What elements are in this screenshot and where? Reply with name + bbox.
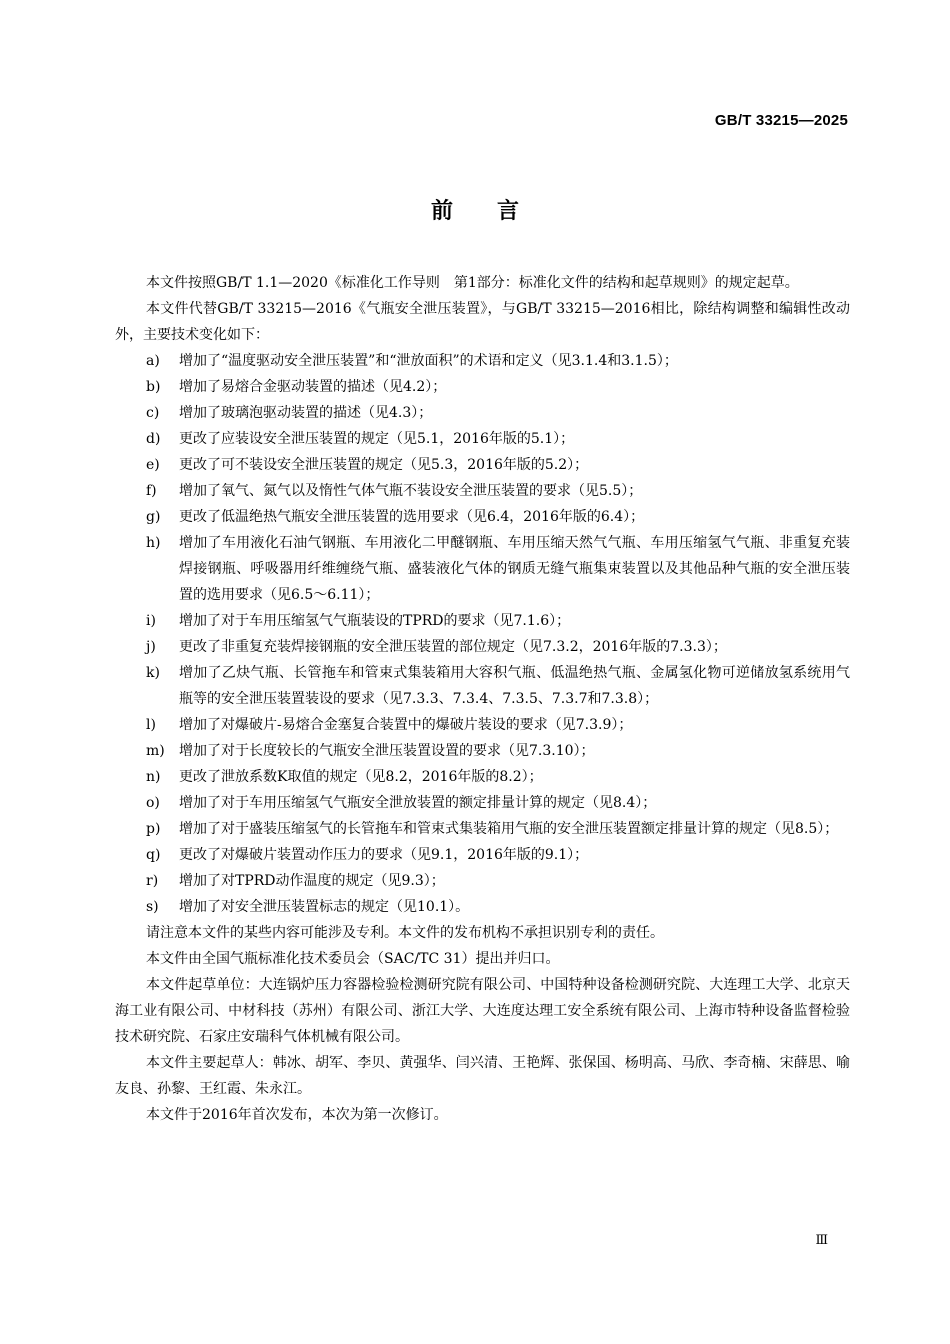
list-marker: h): [146, 535, 161, 551]
list-marker: p): [146, 821, 161, 837]
list-item-text: 更改了可不装设安全泄压装置的规定（见5.3，2016年版的5.2）；: [179, 457, 589, 473]
list-marker: c): [146, 405, 160, 421]
list-item-text: 增加了对爆破片-易熔合金塞复合装置中的爆破片装设的要求（见7.3.9）；: [179, 717, 633, 733]
document-body: [115, 270, 850, 1128]
list-marker: m): [146, 743, 165, 759]
list-marker: j): [146, 639, 156, 655]
list-item: [115, 790, 850, 816]
list-marker: o): [146, 795, 160, 811]
list-item-text: 增加了对TPRD动作温度的规定（见9.3）；: [179, 873, 445, 889]
list-item: [115, 426, 850, 452]
list-item: [115, 660, 850, 712]
body-paragraph: 本文件起草单位：大连锅炉压力容器检验检测研究院有限公司、中国特种设备检测研究院、大连理工大学、北京天海工业有限公司、中材科技（苏州）有限公司、浙江大学、大连度达理工安全系统有限公司、上海市特种设备监督检验技术研究院、石家庄安瑞科气体机械有限公司。: [115, 977, 850, 1045]
body-paragraph: 本文件主要起草人：韩冰、胡军、李贝、黄强华、闫兴清、王艳辉、张保国、杨明高、马欣、李奇楠、宋薛思、喻友良、孙黎、王红霞、朱永江。: [115, 1055, 850, 1097]
list-item-text: 增加了氧气、氮气以及惰性气体气瓶不装设安全泄压装置的要求（见5.5）；: [179, 483, 643, 499]
list-item: [115, 608, 850, 634]
list-item: [115, 842, 850, 868]
list-marker: a): [146, 353, 160, 369]
list-item-text: 增加了“温度驱动安全泄压装置”和“泄放面积”的术语和定义（见3.1.4和3.1.5）；: [179, 353, 678, 369]
list-item: [115, 816, 850, 842]
list-item-text: 增加了对于盛装压缩氢气的长管拖车和管束式集装箱用气瓶的安全泄压装置额定排量计算的规定（见8.5）；: [179, 821, 839, 837]
list-marker: n): [146, 769, 161, 785]
body-paragraph: 本文件代替GB/T 33215—2016《气瓶安全泄压装置》，与GB/T 33215—2016相比，除结构调整和编辑性改动外，主要技术变化如下：: [115, 301, 850, 343]
list-item-text: 更改了低温绝热气瓶安全泄压装置的选用要求（见6.4，2016年版的6.4）；: [179, 509, 645, 525]
list-item: [115, 374, 850, 400]
list-item: [115, 478, 850, 504]
list-marker: r): [146, 873, 159, 889]
body-paragraph: 本文件由全国气瓶标准化技术委员会（SAC/TC 31）提出并归口。: [146, 951, 560, 967]
page-number: Ⅲ: [815, 1233, 828, 1248]
body-paragraph: 本文件按照GB/T 1.1—2020《标准化工作导则 第1部分：标准化文件的结构和起草规则》的规定起草。: [146, 275, 799, 291]
changes-list: [115, 348, 850, 920]
list-item: [115, 504, 850, 530]
list-item-text: 增加了对于车用压缩氢气气瓶安全泄放装置的额定排量计算的规定（见8.4）；: [179, 795, 657, 811]
list-item-text: 增加了易熔合金驱动装置的描述（见4.2）；: [179, 379, 447, 395]
list-marker: i): [146, 613, 156, 629]
body-paragraph: 请注意本文件的某些内容可能涉及专利。本文件的发布机构不承担识别专利的责任。: [146, 925, 664, 941]
page-title: 前言: [430, 199, 563, 224]
list-item-text: 增加了对安全泄压装置标志的规定（见10.1）。: [179, 899, 470, 915]
list-item-text: 增加了车用液化石油气钢瓶、车用液化二甲醚钢瓶、车用压缩天然气气瓶、车用压缩氢气气瓶、非重复充装焊接钢瓶、呼吸器用纤维缠绕气瓶、盛装液化气体的钢质无缝气瓶集束装置以及其他品种气瓶的安全泄压装置的选用要求（见6.5～6.11）；: [179, 535, 850, 603]
list-marker: l): [146, 717, 156, 733]
list-item: [115, 712, 850, 738]
list-item: [115, 452, 850, 478]
body-paragraph: 本文件于2016年首次发布，本次为第一次修订。: [146, 1107, 448, 1123]
list-marker: g): [146, 509, 161, 525]
list-marker: d): [146, 431, 161, 447]
list-item-text: 更改了泄放系数K取值的规定（见8.2，2016年版的8.2）；: [179, 769, 543, 785]
list-marker: q): [146, 847, 161, 863]
standard-code-header: GB/T 33215—2025: [714, 112, 848, 129]
list-item-text: 增加了对于长度较长的气瓶安全泄压装置设置的要求（见7.3.10）；: [179, 743, 595, 759]
list-item-text: 增加了玻璃泡驱动装置的描述（见4.3）；: [179, 405, 433, 421]
list-item-text: 增加了乙炔气瓶、长管拖车和管束式集装箱用大容积气瓶、低温绝热气瓶、金属氢化物可逆储放氢系统用气瓶等的安全泄压装置装设的要求（见7.3.3、7.3.4、7.3.5、7.3.7和7.3.8）；: [179, 665, 850, 707]
list-item-text: 更改了非重复充装焊接钢瓶的安全泄压装置的部位规定（见7.3.2，2016年版的7.3.3）；: [179, 639, 727, 655]
list-item-text: 增加了对于车用压缩氢气气瓶装设的TPRD的要求（见7.1.6）；: [179, 613, 571, 629]
list-item: [115, 348, 850, 374]
list-item: [115, 400, 850, 426]
list-marker: b): [146, 379, 161, 395]
list-marker: s): [146, 899, 159, 915]
list-item: [115, 894, 850, 920]
list-marker: k): [146, 665, 160, 681]
list-item: [115, 738, 850, 764]
list-item: [115, 764, 850, 790]
list-item: [115, 530, 850, 608]
list-item: [115, 634, 850, 660]
list-marker: f): [146, 483, 157, 499]
list-item-text: 更改了对爆破片装置动作压力的要求（见9.1，2016年版的9.1）；: [179, 847, 589, 863]
list-item: [115, 868, 850, 894]
list-marker: e): [146, 457, 160, 473]
list-item-text: 更改了应装设安全泄压装置的规定（见5.1，2016年版的5.1）；: [179, 431, 575, 447]
